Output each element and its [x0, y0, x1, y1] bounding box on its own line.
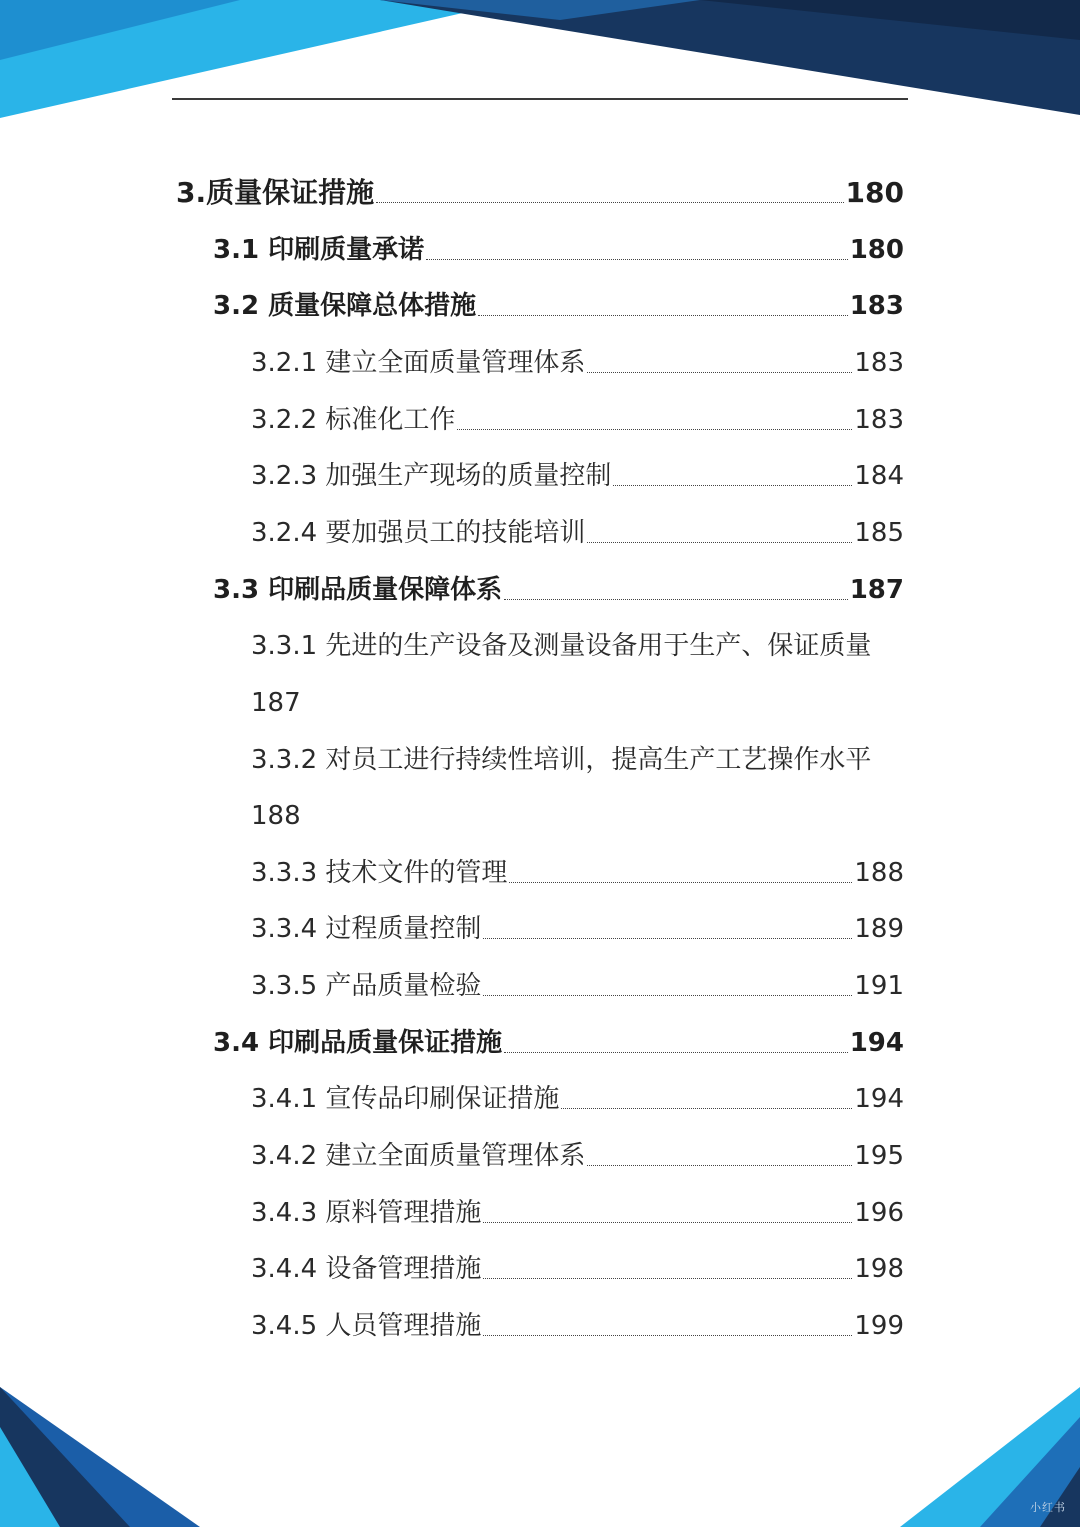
toc-entry-label: 3.3.3 技术文件的管理	[251, 858, 508, 888]
toc-entry[interactable]	[251, 966, 904, 1006]
toc-entry-label: 3.4.1 宣传品印刷保证措施	[251, 1084, 560, 1114]
dot-leader	[587, 371, 852, 373]
toc-entry[interactable]	[251, 1306, 904, 1346]
dot-leader	[483, 1334, 852, 1336]
toc-entry-page: 185	[854, 518, 904, 548]
footer-decoration	[0, 1387, 1080, 1527]
toc-entry-label: 3.3.5 产品质量检验	[251, 971, 482, 1001]
toc-entry-page: 187	[849, 575, 904, 605]
toc-entry-label: 3.2 质量保障总体措施	[213, 291, 477, 321]
dot-leader	[483, 994, 852, 996]
toc-entry-page: 187	[251, 688, 301, 718]
toc-entry-label: 3.1 印刷质量承诺	[213, 235, 425, 265]
watermark: 小红书	[1030, 1501, 1066, 1514]
toc-entry-label: 3.2.4 要加强员工的技能培训	[251, 518, 586, 548]
toc-entry-page: 196	[854, 1198, 904, 1228]
toc-entry-label: 3.2.2 标准化工作	[251, 405, 456, 435]
toc-entry[interactable]	[213, 286, 904, 326]
toc-entry-page: 188	[251, 801, 301, 831]
toc-entry-wrapped[interactable]	[251, 740, 911, 780]
dot-leader	[561, 1107, 852, 1109]
toc-entry[interactable]	[251, 1136, 904, 1176]
toc-entry[interactable]	[251, 1193, 904, 1233]
toc-entry-page: 189	[854, 914, 904, 944]
toc-entry-page: 198	[854, 1254, 904, 1284]
toc-entry[interactable]	[176, 173, 904, 213]
toc-entry-label: 3.3 印刷品质量保障体系	[213, 575, 503, 605]
toc-entry-page: 183	[854, 348, 904, 378]
dot-leader	[478, 314, 848, 316]
toc-entry-label: 3.4.3 原料管理措施	[251, 1198, 482, 1228]
dot-leader	[483, 937, 852, 939]
toc-entry[interactable]	[213, 230, 904, 270]
dot-leader	[504, 1051, 848, 1053]
dot-leader	[376, 201, 843, 203]
toc-entry[interactable]	[251, 513, 904, 553]
dot-leader	[587, 541, 852, 543]
toc-entry-page: 183	[849, 291, 904, 321]
dot-leader	[483, 1221, 852, 1223]
toc-entry-label: 3.4 印刷品质量保证措施	[213, 1028, 503, 1058]
toc-entry-wrapped[interactable]	[251, 626, 911, 666]
toc-entry[interactable]	[213, 570, 904, 610]
toc-entry[interactable]	[251, 853, 904, 893]
toc-entry-page: 199	[854, 1311, 904, 1341]
dot-leader	[457, 428, 852, 430]
dot-leader	[587, 1164, 852, 1166]
toc-entry-page: 180	[845, 176, 904, 209]
toc-entry-page: 180	[849, 235, 904, 265]
toc-entry-label: 3.2.1 建立全面质量管理体系	[251, 348, 586, 378]
toc-entry[interactable]	[251, 456, 904, 496]
toc-entry-page: 195	[854, 1141, 904, 1171]
toc-entry-page: 194	[849, 1028, 904, 1058]
toc-entry[interactable]	[251, 343, 904, 383]
toc-entry-page: 184	[854, 461, 904, 491]
dot-leader	[504, 598, 848, 600]
toc-entry-page: 191	[854, 971, 904, 1001]
toc-entry-page: 188	[854, 858, 904, 888]
toc-entry-page: 194	[854, 1084, 904, 1114]
dot-leader	[613, 484, 852, 486]
toc-entry-label: 3.4.2 建立全面质量管理体系	[251, 1141, 586, 1171]
toc-entry-page: 183	[854, 405, 904, 435]
dot-leader	[426, 258, 848, 260]
dot-leader	[509, 881, 852, 883]
toc-entry-label: 3.2.3 加强生产现场的质量控制	[251, 461, 612, 491]
toc-entry[interactable]	[251, 400, 904, 440]
dot-leader	[483, 1277, 852, 1279]
toc-entry-label: 3.3.2 对员工进行持续性培训，提高生产工艺操作水平	[251, 745, 872, 775]
toc-entry[interactable]	[251, 1249, 904, 1289]
toc-entry[interactable]	[213, 1023, 904, 1063]
toc-entry-wrapped-page[interactable]	[251, 796, 911, 836]
toc-entry-label: 3.4.4 设备管理措施	[251, 1254, 482, 1284]
toc-entry-label: 3.3.1 先进的生产设备及测量设备用于生产、保证质量	[251, 631, 872, 661]
toc-entry-label: 3.质量保证措施	[176, 176, 375, 209]
toc-entry[interactable]	[251, 1079, 904, 1119]
toc-entry-label: 3.3.4 过程质量控制	[251, 914, 482, 944]
toc-entry-label: 3.4.5 人员管理措施	[251, 1311, 482, 1341]
toc-entry[interactable]	[251, 909, 904, 949]
toc-entry-wrapped-page[interactable]	[251, 683, 911, 723]
